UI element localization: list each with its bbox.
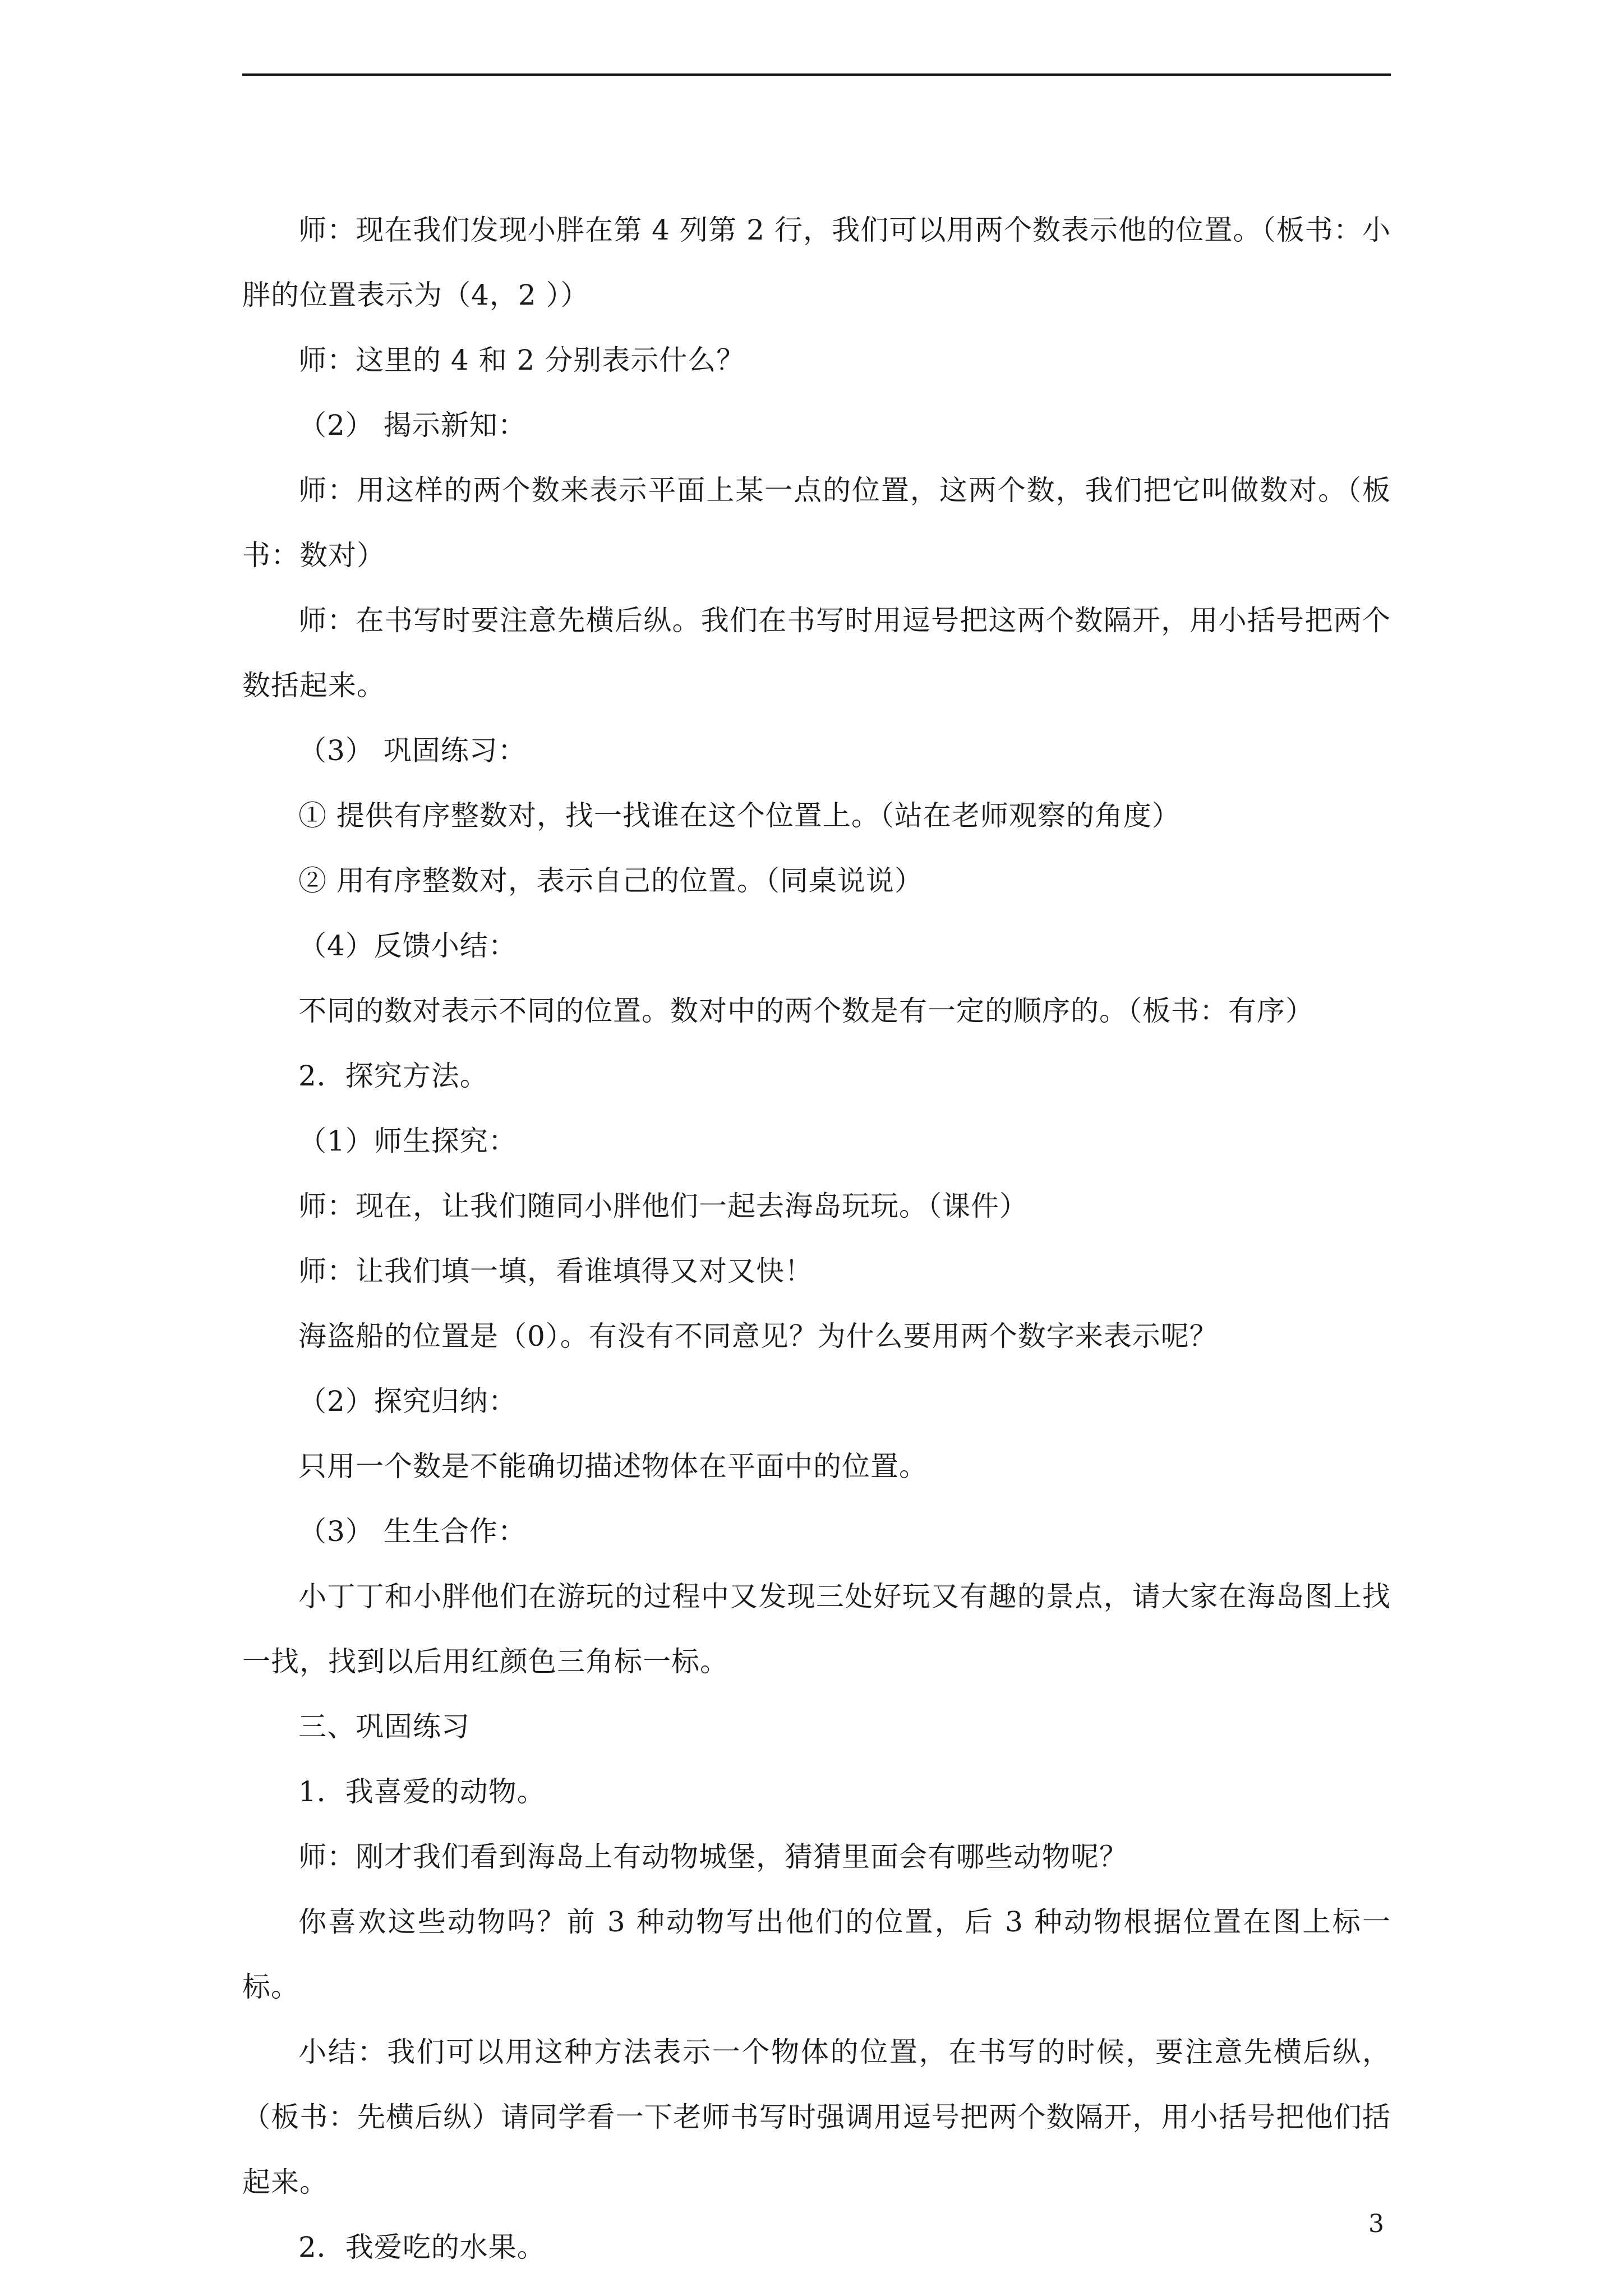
paragraph: 师：让我们填一填，看谁填得又对又快！ [298,1255,813,1287]
section-heading: 1．我喜爱的动物。 [298,1775,546,1808]
paragraph: 海盗船的位置是（0）。有没有不同意见？为什么要用两个数字来表示呢？ [298,1320,1218,1352]
paragraph: 师：这里的 4 和 2 分别表示什么？ [298,344,745,376]
list-item: ① 提供有序整数对，找一找谁在这个位置上。（站在老师观察的角度） [298,799,1181,832]
paragraph: 你喜欢这些动物吗？前 3 种动物写出他们的位置，后 3 种动物根据位置在图上标一标。 [242,1906,1391,2003]
header-rule [242,73,1391,76]
page-number: 3 [1368,2210,1384,2238]
section-heading: 三、巩固练习 [298,1710,470,1743]
paragraph: 师：现在，让我们随同小胖他们一起去海岛玩玩。（课件） [298,1190,1028,1222]
paragraph: 师：用这样的两个数来表示平面上某一点的位置，这两个数，我们把它叫做数对。（板书：数对） [242,474,1391,572]
paragraph: 师：刚才我们看到海岛上有动物城堡，猜猜里面会有哪些动物呢？ [298,1841,1128,1873]
paragraph: 师：在书写时要注意先横后纵。我们在书写时用逗号把这两个数隔开，用小括号把两个数括起来。 [242,604,1391,702]
paragraph: 小丁丁和小胖他们在游玩的过程中又发现三处好玩又有趣的景点，请大家在海岛图上找一找，找到以后用红颜色三角标一标。 [242,1580,1391,1678]
section-heading: （3） 巩固练习： [298,734,527,767]
list-item: ② 用有序整数对，表示自己的位置。（同桌说说） [298,864,923,897]
section-heading: （4）反馈小结： [298,930,517,962]
section-heading: （2）探究归纳： [298,1385,517,1418]
section-heading: （3） 生生合作： [298,1515,527,1548]
section-heading: （1）师生探究： [298,1125,517,1157]
paragraph: 师：现在我们发现小胖在第 4 列第 2 行，我们可以用两个数表示他的位置。（板书：小胖的位置表示为（4，2 ）） [242,214,1391,311]
section-heading: 2．我爱吃的水果。 [298,2231,546,2263]
paragraph: 小结：我们可以用这种方法表示一个物体的位置，在书写的时候，要注意先横后纵，（板书：先横后纵）请同学看一下老师书写时强调用逗号把两个数隔开，用小括号把他们括起来。 [242,2036,1391,2198]
section-heading: 2．探究方法。 [298,1060,488,1092]
section-heading: （2） 揭示新知： [298,409,527,441]
paragraph: 只用一个数是不能确切描述物体在平面中的位置。 [298,1450,928,1483]
paragraph: 不同的数对表示不同的位置。数对中的两个数是有一定的顺序的。（板书：有序） [298,995,1314,1027]
document-body [242,197,1391,2280]
